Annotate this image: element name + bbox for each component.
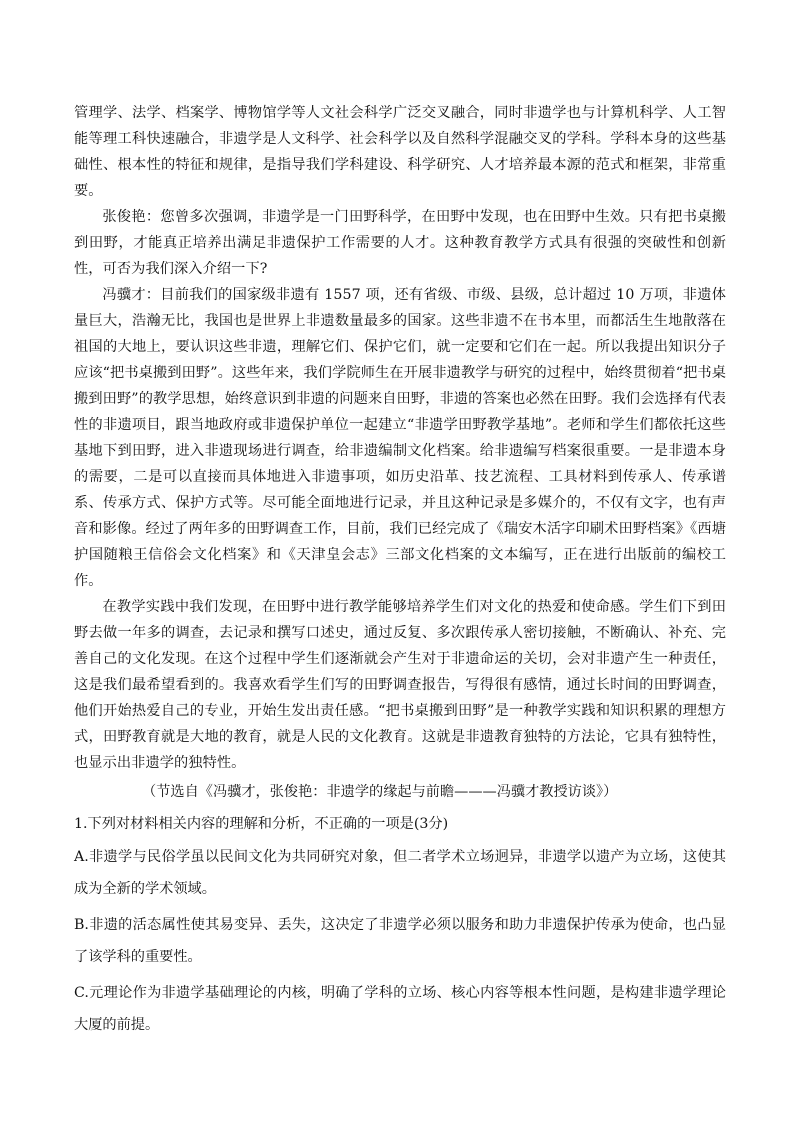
option-a: A.非遗学与民俗学虽以民间文化为共同研究对象，但二者学术立场迥异，非遗学以遗产为立场，这使其成为全新的学术领域。: [74, 849, 726, 897]
paragraph-continuation: 管理学、法学、档案学、博物馆学等人文社会科学广泛交叉融合，同时非遗学也与计算机科学、人工智能等理工科快速融合，非遗学是人文科学、社会科学以及自然科学混融交叉的学科。学科本身的这些基础性、根本性的特征和规律，是指导我们学科建设、科学研究、人才培养最本源的范式和框架，非常重要。: [74, 105, 726, 199]
paragraph-teaching-practice: 在教学实践中我们发现，在田野中进行教学能够培养学生们对文化的热爱和使命感。学生们下到田野去做一年多的调查，去记录和撰写口述史，通过反复、多次跟传承人密切接触，不断确认、补充、完善自己的文化发现。在这个过程中学生们逐渐就会产生对于非遗命运的关切，会对非遗产生一种责任，这是我们最希望看到的。我喜欢看学生们写的田野调查报告，写得很有感情，通过长时间的田野调查，他们开始热爱自己的专业，开始生发出责任感。“把书桌搬到田野”是一种教学实践和知识积累的理想方式，田野教育就是大地的教育，就是人民的文化教育。这就是非遗教育独特的方法论，它具有独特性，也显示出非遗学的独特性。: [74, 599, 726, 771]
option-b: B.非遗的活态属性使其易变异、丢失，这决定了非遗学必须以服务和助力非遗保护传承为使命，也凸显了该学科的重要性。: [74, 917, 726, 965]
question-stem: 1.下列对材料相关内容的理解和分析，不正确的一项是(3分): [74, 816, 449, 832]
paragraph-question-interviewer: 张俊艳：您曾多次强调，非遗学是一门田野科学，在田野中发现，也在田野中生效。只有把书桌搬到田野，才能真正培养出满足非遗保护工作需要的人才。这种教育教学方式具有很强的突破性和创新性，可否为我们深入介绍一下?: [74, 209, 726, 277]
source-citation: （节选自《冯骥才，张俊艳：非遗学的缘起与前瞻———冯骥才教授访谈》）: [142, 784, 618, 800]
paragraph-answer-feng: 冯骥才：目前我们的国家级非遗有 1557 项，还有省级、市级、县级，总计超过 10 万项，非遗体量巨大，浩瀚无比，我国也是世界上非遗数量最多的国家。这些非遗不在书本里，而都活生生地散落在祖国的大地上，要认识这些非遗，理解它们、保护它们，就一定要和它们在一起。所以我提出知识分子应该“把书桌搬到田野”。这些年来，我们学院师生在开展非遗教学与研究的过程中，始终贯彻着“把书桌搬到田野”的教学思想，始终意识到非遗的问题来自田野，非遗的答案也必然在田野。我们会选择有代表性的非遗项目，跟当地政府或非遗保护单位一起建立“非遗学田野教学基地”。老师和学生们都依托这些基地下到田野，进入非遗现场进行调查，给非遗编制文化档案。给非遗编写档案很重要。一是非遗本身的需要，二是可以直接而具体地进入非遗事项，如历史沿革、技艺流程、工具材料到传承人、传承谱系、传承方式、保护方式等。尽可能全面地进行记录，并且这种记录是多媒介的，不仅有文字，也有声音和影像。经过了两年多的田野调查工作，目前，我们已经完成了《瑞安木活字印刷术田野档案》《西塘护国随粮王信俗会文化档案》和《天津皇会志》三部文化档案的文本编写，正在进行出版前的编校工作。: [74, 287, 726, 589]
document-page: [74, 100, 726, 1041]
option-c: C.元理论作为非遗学基础理论的内核，明确了学科的立场、核心内容等根本性问题，是构建非遗学理论大厦的前提。: [74, 985, 726, 1033]
